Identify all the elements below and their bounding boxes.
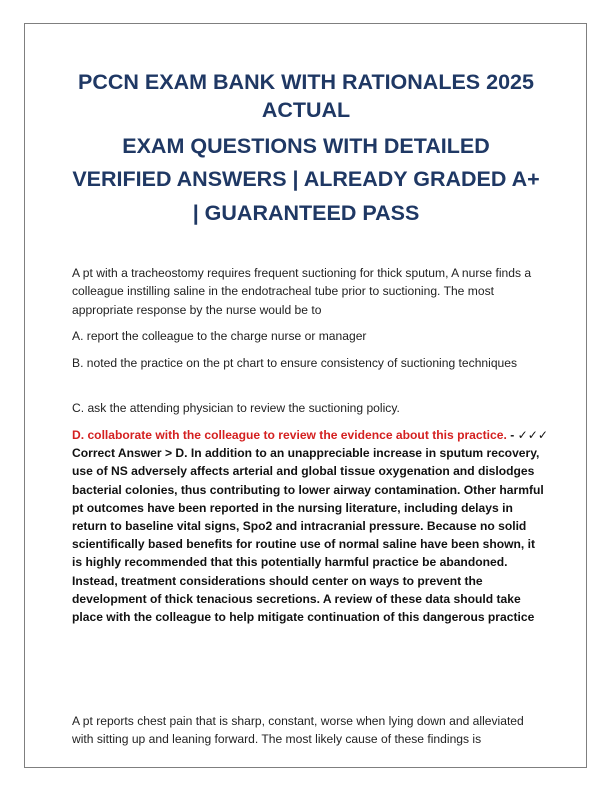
title-line-1: PCCN EXAM BANK WITH RATIONALES 2025 [78,70,534,94]
question-1-option-c: C. ask the attending physician to review the suctioning policy. [72,401,400,415]
question-1-option-d: D. collaborate with the colleague to review the evidence about this practice. [72,428,507,442]
question-1-stem: A pt with a tracheostomy requires frequent suctioning for thick sputum, A nurse finds a colleague instilling saline in the endotracheal tube prior to suctioning. The most appropriate response by the nurse would be to [72,266,532,317]
title-line-4: VERIFIED ANSWERS | ALREADY GRADED A+ [72,167,540,191]
title-line-2: ACTUAL [261,98,351,122]
question-1-option-a: A. report the colleague to the charge nurse or manager [72,329,367,343]
question-2-stem: A pt reports chest pain that is sharp, constant, worse when lying down and alleviated with sitting up and leaning forward. The most likely cause of these findings is [72,714,524,747]
title-line-3: EXAM QUESTIONS WITH DETAILED [122,134,490,158]
question-1-answer [72,426,548,626]
question-1-option-b: B. noted the practice on the pt chart to ensure consistency of suctioning techniques [72,356,518,370]
title-line-5: | GUARANTEED PASS [192,201,420,225]
document-title [60,72,552,233]
question-1-rationale: - ✓✓✓ Correct Answer > D. In addition to an unappreciable increase in sputum recovery, use of NS adversely affects arterial and global tissue oxygenation and dislodges bacterial colonies, thus contributing to lower airway contamination. Other harmful pt outcomes have been reported in the nursing literature, including delays in return to baseline vital signs, Spo2 and intracranial pressure. Because no solid scientifically based benefits for routine use of normal saline have been shown, it is highly recommended that this potentially harmful practice be abandoned. Instead, treatment considerations should center on ways to prevent the development of thick tenacious secretions. A review of these data should take place with the colleague to help mitigate continuation of this dangerous practice [72,428,548,625]
